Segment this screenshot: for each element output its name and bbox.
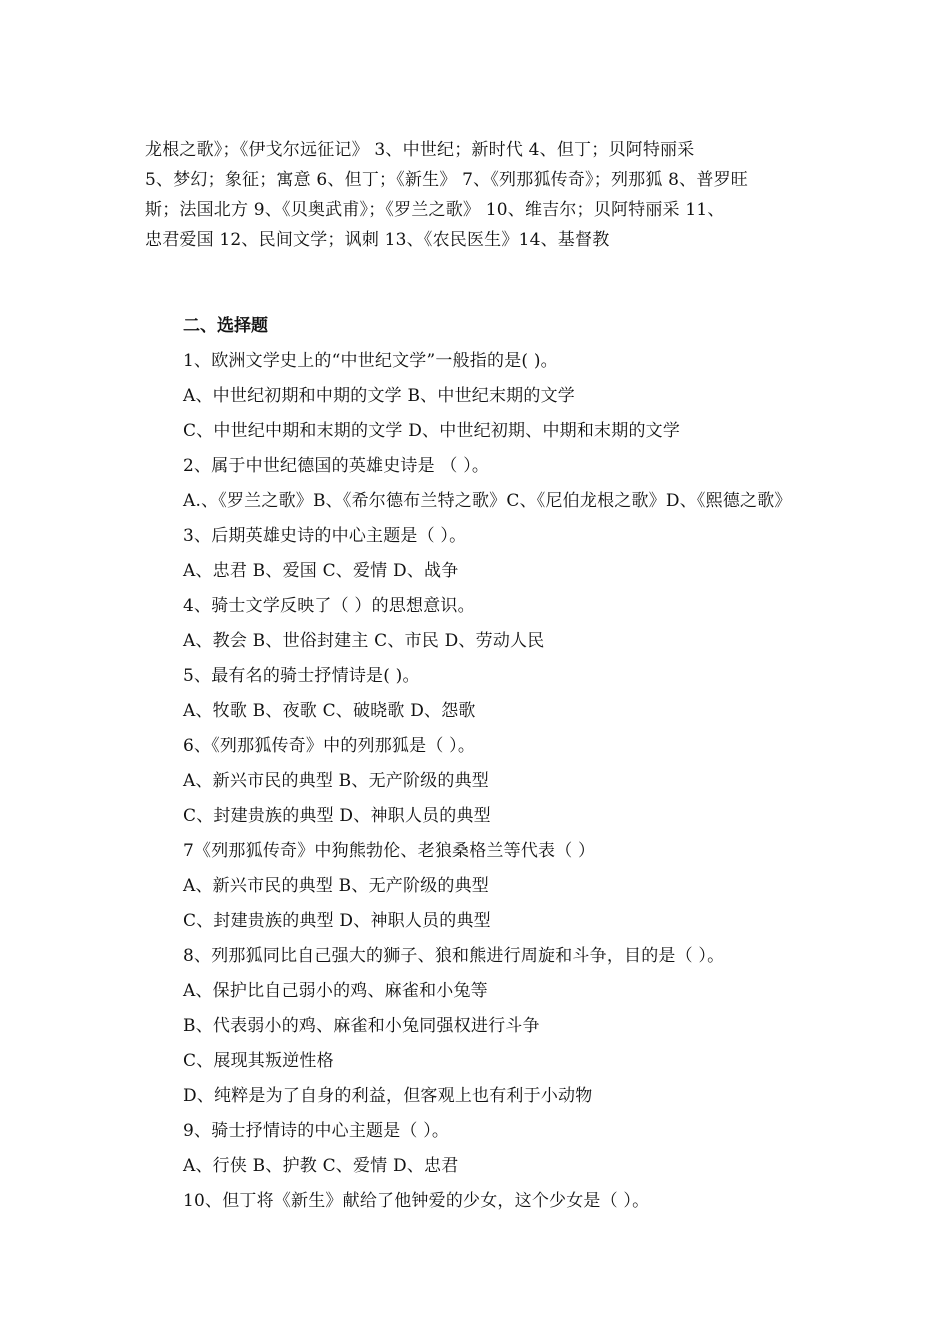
question-line: A、忠君 B、爱国 C、爱情 D、战争 bbox=[183, 561, 459, 581]
question-line: C、展现其叛逆性格 bbox=[183, 1051, 334, 1071]
question-line: D、纯粹是为了自身的利益，但客观上也有利于小动物 bbox=[183, 1086, 593, 1106]
answer-line: 斯；法国北方 9、《贝奥武甫》；《罗兰之歌》 10、维吉尔；贝阿特丽采 11、 bbox=[145, 200, 725, 220]
multiple-choice-questions bbox=[183, 344, 823, 1219]
question-line: A、牧歌 B、夜歌 C、破晓歌 D、怨歌 bbox=[183, 701, 476, 721]
answer-line: 忠君爱国 12、民间文学；讽刺 13、《农民医生》14、基督教 bbox=[145, 230, 610, 250]
question-line: 2、属于中世纪德国的英雄史诗是 （ ）。 bbox=[183, 456, 490, 476]
answer-line: 龙根之歌》；《伊戈尔远征记》 3、中世纪；新时代 4、但丁；贝阿特丽采 bbox=[145, 140, 695, 160]
question-line: A、保护比自己弱小的鸡、麻雀和小兔等 bbox=[183, 981, 488, 1001]
question-line: A、新兴市民的典型 B、无产阶级的典型 bbox=[183, 771, 489, 791]
question-line: 6、《列那狐传奇》中的列那狐是（ ）。 bbox=[183, 736, 476, 756]
question-line: A、新兴市民的典型 B、无产阶级的典型 bbox=[183, 876, 489, 896]
question-line: A、教会 B、世俗封建主 C、市民 D、劳动人民 bbox=[183, 631, 545, 651]
question-line: 7《列那狐传奇》中狗熊勃伦、老狼桑格兰等代表（ ） bbox=[183, 841, 596, 861]
question-line: 9、骑士抒情诗的中心主题是（ ）。 bbox=[183, 1121, 450, 1141]
question-line: 4、骑士文学反映了（ ）的思想意识。 bbox=[183, 596, 475, 616]
section-heading: 二、选择题 bbox=[183, 316, 268, 336]
answer-key-block bbox=[145, 135, 815, 255]
question-line: 1、欧洲文学史上的“中世纪文学”一般指的是( )。 bbox=[183, 351, 558, 371]
question-line: C、封建贵族的典型 D、神职人员的典型 bbox=[183, 806, 491, 826]
question-line: A.、《罗兰之歌》B、《希尔德布兰特之歌》C、《尼伯龙根之歌》D、《熙德之歌》 bbox=[183, 491, 792, 511]
question-line: C、封建贵族的典型 D、神职人员的典型 bbox=[183, 911, 491, 931]
answer-line: 5、梦幻；象征；寓意 6、但丁；《新生》 7、《列那狐传奇》；列那狐 8、普罗旺 bbox=[145, 170, 748, 190]
question-line: A、中世纪初期和中期的文学 B、中世纪末期的文学 bbox=[183, 386, 575, 406]
question-line: 3、后期英雄史诗的中心主题是（ ）。 bbox=[183, 526, 467, 546]
question-line: B、代表弱小的鸡、麻雀和小兔同强权进行斗争 bbox=[183, 1016, 540, 1036]
question-line: A、行侠 B、护教 C、爱情 D、忠君 bbox=[183, 1156, 459, 1176]
question-line: 8、列那狐同比自己强大的狮子、狼和熊进行周旋和斗争，目的是（ ）。 bbox=[183, 946, 725, 966]
question-line: 10、但丁将《新生》献给了他钟爱的少女，这个少女是（ ）。 bbox=[183, 1191, 650, 1211]
question-line: 5、最有名的骑士抒情诗是( )。 bbox=[183, 666, 420, 686]
question-line: C、中世纪中期和末期的文学 D、中世纪初期、中期和末期的文学 bbox=[183, 421, 681, 441]
